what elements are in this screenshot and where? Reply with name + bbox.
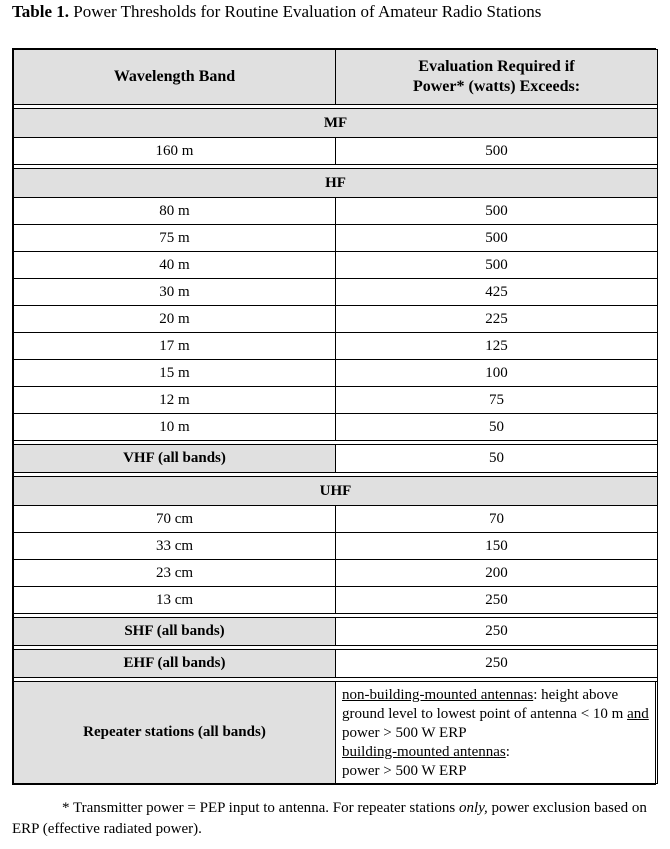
power-cell: 225	[336, 306, 658, 333]
table-row	[14, 252, 658, 279]
band-cell: 10 m	[14, 414, 336, 441]
section-heading-mf: MF	[14, 109, 658, 138]
non-building-mounted-label: non-building-mounted antennas	[342, 687, 534, 703]
band-cell: 17 m	[14, 333, 336, 360]
footnote	[12, 798, 652, 840]
band-cell: 75 m	[14, 225, 336, 252]
and-text: and	[627, 706, 649, 722]
table-row	[14, 225, 658, 252]
table-row	[14, 414, 658, 441]
power-cell: 100	[336, 360, 658, 387]
non-building-mounted-power: power > 500 W ERP	[342, 725, 467, 741]
table-title: Power Thresholds for Routine Evaluation of Amateur Radio Stations	[73, 2, 542, 21]
power-cell: 250	[336, 587, 658, 614]
table-row	[14, 587, 658, 614]
table-row	[14, 138, 658, 165]
power-cell: 250	[336, 650, 658, 678]
band-cell: 12 m	[14, 387, 336, 414]
table-row	[14, 360, 658, 387]
repeater-row	[14, 682, 658, 784]
table-row	[14, 306, 658, 333]
band-cell: 33 cm	[14, 533, 336, 560]
vhf-row	[14, 445, 658, 473]
table-row	[14, 506, 658, 533]
table-row	[14, 533, 658, 560]
ehf-row	[14, 650, 658, 678]
table-row	[14, 198, 658, 225]
power-cell: 75	[336, 387, 658, 414]
repeater-criteria-cell: non-building-mounted antennas: height above ground level to lowest point of antenna < 10 m and power > 500 W ERP building-mounted antennas: power > 500 W ERP	[336, 682, 658, 784]
band-cell: 23 cm	[14, 560, 336, 587]
band-cell: Repeater stations (all bands)	[14, 682, 336, 784]
band-cell: 160 m	[14, 138, 336, 165]
power-cell: 500	[336, 225, 658, 252]
table-row	[14, 387, 658, 414]
power-cell: 500	[336, 198, 658, 225]
table-row	[14, 560, 658, 587]
band-cell: EHF (all bands)	[14, 650, 336, 678]
table-number: Table 1.	[12, 2, 70, 21]
power-cell: 50	[336, 414, 658, 441]
footnote-part2: power exclusion based on ERP (effective radiated power).	[12, 800, 647, 837]
non-building-mounted-text: : height above ground level to lowest point of antenna < 10 m	[342, 687, 628, 722]
power-cell: 150	[336, 533, 658, 560]
column-header-band: Wavelength Band	[14, 50, 336, 105]
power-cell: 50	[336, 445, 658, 473]
band-cell: 15 m	[14, 360, 336, 387]
table-caption	[12, 2, 541, 22]
band-cell: VHF (all bands)	[14, 445, 336, 473]
band-cell: 80 m	[14, 198, 336, 225]
power-cell: 70	[336, 506, 658, 533]
band-cell: 40 m	[14, 252, 336, 279]
section-heading-hf: HF	[14, 169, 658, 198]
band-cell: SHF (all bands)	[14, 618, 336, 646]
power-cell: 250	[336, 618, 658, 646]
header-row	[14, 50, 658, 105]
power-cell: 125	[336, 333, 658, 360]
shf-row	[14, 618, 658, 646]
band-cell: 30 m	[14, 279, 336, 306]
table-row	[14, 333, 658, 360]
band-cell: 13 cm	[14, 587, 336, 614]
table-row	[14, 279, 658, 306]
building-mounted-label: building-mounted antennas	[342, 744, 506, 760]
power-cell: 500	[336, 252, 658, 279]
band-cell: 70 cm	[14, 506, 336, 533]
power-cell: 425	[336, 279, 658, 306]
band-cell: 20 m	[14, 306, 336, 333]
footnote-part1: * Transmitter power = PEP input to antenna. For repeater stations	[62, 800, 460, 816]
power-cell: 200	[336, 560, 658, 587]
column-header-power: Evaluation Required if Power* (watts) Exceeds:	[336, 50, 658, 105]
footnote-only: only,	[459, 800, 488, 816]
building-mounted-text: power > 500 W ERP	[342, 763, 467, 779]
section-heading-uhf: UHF	[14, 477, 658, 506]
power-cell: 500	[336, 138, 658, 165]
power-threshold-table	[12, 48, 656, 785]
